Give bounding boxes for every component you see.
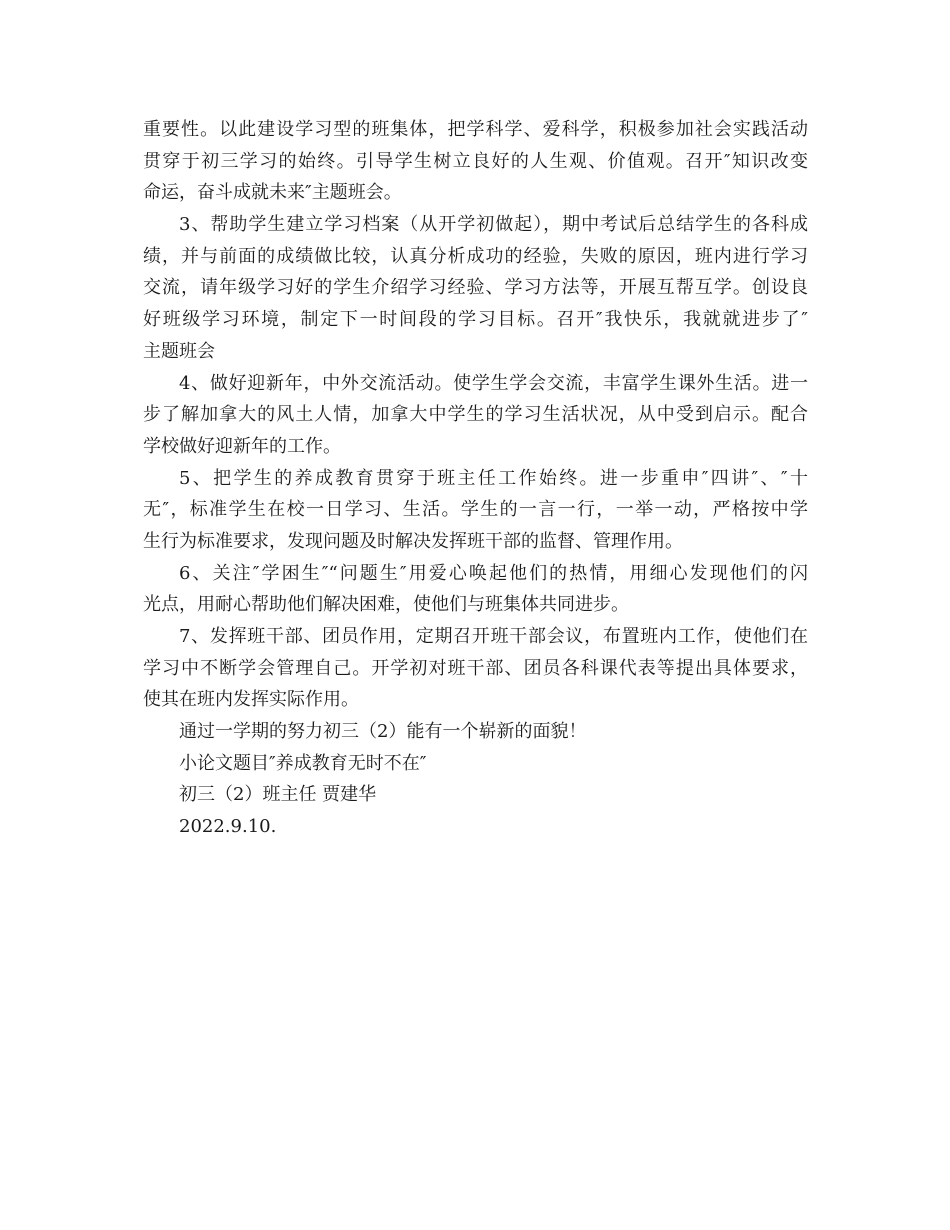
paragraph-line: 6、关注″学困生″“问题生″用爱心唤起他们的热情，用细心发现他们的闪 [179,562,808,584]
paragraph-line: 生行为标准要求，发现问题及时解决发挥班干部的监督、管理作用。 [143,530,683,552]
document-date: 2022.9.10. [179,816,277,838]
paragraph-line: 主题班会 [143,340,215,362]
paragraph-line: 步了解加拿大的风土人情，加拿大中学生的学习生活状况，从中受到启示。配合 [143,404,808,426]
paragraph-line: 交流，请年级学习好的学生介绍学习经验、学习方法等，开展互帮互学。创设良 [143,277,808,299]
paragraph-line: 光点，用耐心帮助他们解决困难，使他们与班集体共同进步。 [143,594,629,616]
paragraph-line: 命运，奋斗成就未来″主题班会。 [143,182,402,204]
paragraph-line: 无″，标准学生在校一日学习、生活。学生的一言一行，一举一动，严格按中学 [143,499,808,521]
paragraph-line: 7、发挥班干部、团员作用，定期召开班干部会议，布置班内工作，使他们在 [179,626,808,647]
essay-title: 小论文题目″养成教育无时不在″ [179,752,427,774]
paragraph-line: 好班级学习环境，制定下一时间段的学习目标。召开″我快乐，我就就进步了″ [143,309,808,331]
paragraph-line: 学校做好迎新年的工作。 [143,435,341,457]
paragraph-line: 4、做好迎新年，中外交流活动。使学生学会交流，丰富学生课外生活。进一 [179,372,808,394]
paragraph-line: 3、帮助学生建立学习档案（从开学初做起），期中考试后总结学生的各科成 [179,214,808,236]
document-body [143,114,808,843]
paragraph-line: 贯穿于初三学习的始终。引导学生树立良好的人生观、价值观。召开″知识改变 [143,150,808,172]
closing-statement: 通过一学期的努力初三（2）能有一个崭新的面貌！ [179,721,587,743]
author-signature: 初三（2）班主任 贾建华 [179,784,377,806]
paragraph-line: 重要性。以此建设学习型的班集体，把学科学、爱科学，积极参加社会实践活动 [143,119,808,140]
paragraph-line: 学习中不断学会管理自己。开学初对班干部、团员各科课代表等提出具体要求， [143,657,808,679]
paragraph-line: 5、把学生的养成教育贯穿于班主任工作始终。进一步重申″四讲″、″十 [179,467,808,489]
paragraph-line: 使其在班内发挥实际作用。 [143,689,359,711]
paragraph-line: 绩，并与前面的成绩做比较，认真分析成功的经验，失败的原因，班内进行学习 [143,245,808,267]
